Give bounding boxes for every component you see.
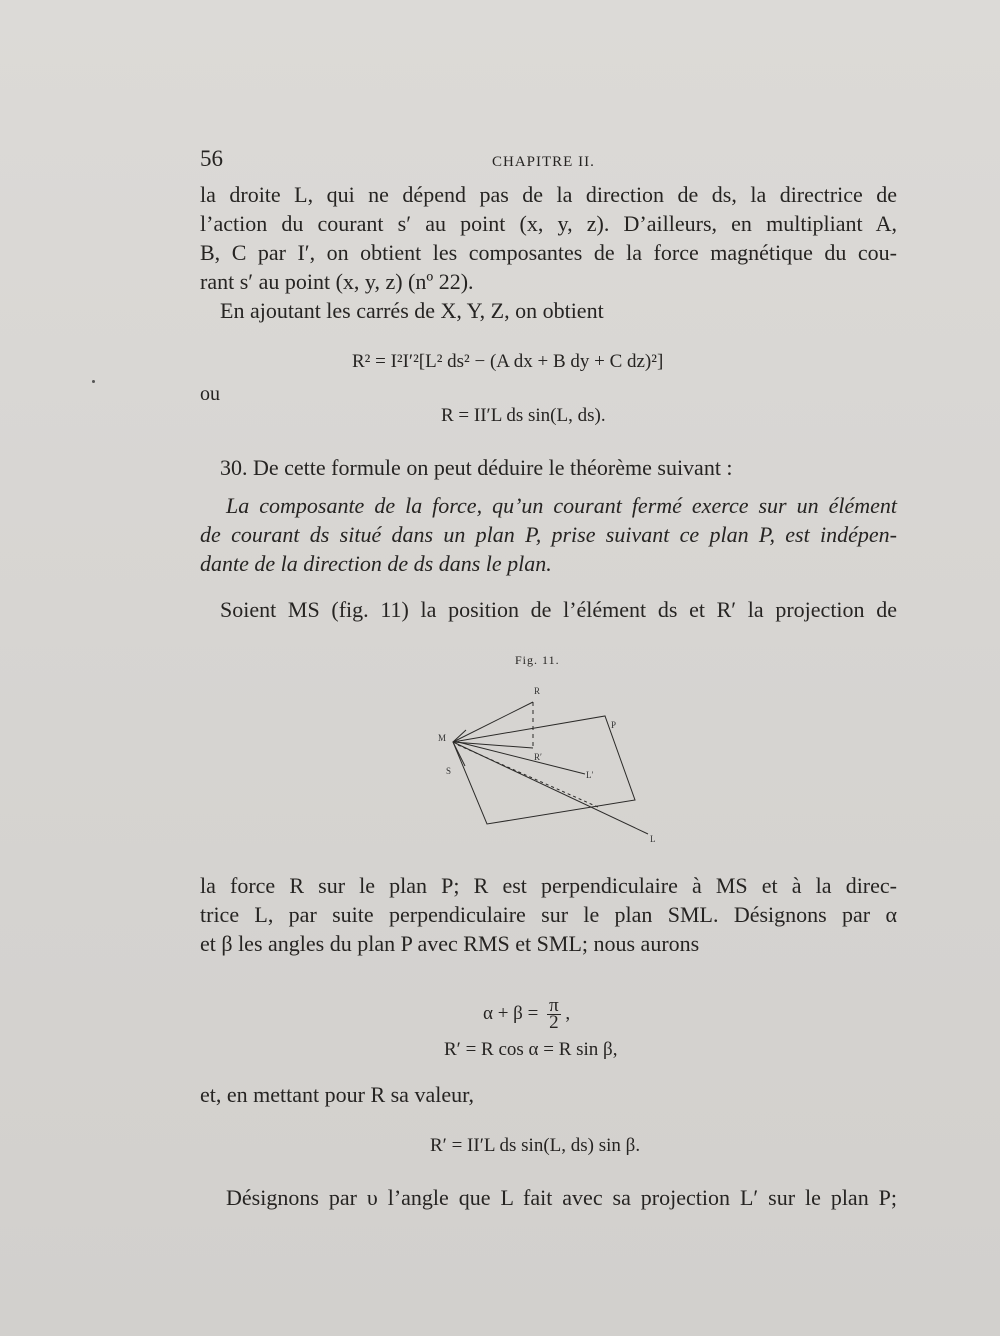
text-line: la force R sur le plan P; R est perpendiculaire à MS et à la direc- <box>200 873 897 898</box>
label-lp: L′ <box>586 770 594 780</box>
section-heading: 30. De cette formule on peut déduire le théorème suivant : <box>220 455 733 480</box>
line-mrp <box>453 742 533 748</box>
fraction-num: π <box>549 995 559 1016</box>
theorem-line: La composante de la force, qu’un courant fermé exerce sur un élément <box>226 493 897 518</box>
equation-rprime-full: R′ = II′L ds sin(L, ds) sin β. <box>430 1135 641 1156</box>
page-number: 56 <box>200 146 223 171</box>
text-line: l’action du courant s′ au point (x, y, z). D’ailleurs, en multipliant A, <box>200 211 897 236</box>
text-line: et β les angles du plan P avec RMS et SML; nous aurons <box>200 931 700 956</box>
equation-r: R = II′L ds sin(L, ds). <box>441 405 606 426</box>
equation-rprime: R′ = R cos α = R sin β, <box>444 1039 618 1060</box>
eq-trail: , <box>565 1002 571 1024</box>
text-line: la droite L, qui ne dépend pas de la direction de ds, la directrice de <box>200 182 897 207</box>
text-line: En ajoutant les carrés de X, Y, Z, on obtient <box>220 298 604 323</box>
running-head: CHAPITRE II. <box>492 154 595 170</box>
figure-caption: Fig. 11. <box>515 653 560 667</box>
plane-p <box>453 716 635 824</box>
text-line: ou <box>200 383 220 405</box>
equation-r-squared: R² = I²I′²[L² ds² − (A dx + B dy + C dz)²] <box>352 351 664 372</box>
text-line: B, C par I′, on obtient les composantes de la force magnétique du cou- <box>200 240 897 265</box>
label-l: L <box>650 834 656 844</box>
text-line: trice L, par suite perpendiculaire sur le plan SML. Désignons par α <box>200 902 897 927</box>
label-p: P <box>611 720 617 730</box>
eq-lhs: α + β = <box>483 1002 539 1024</box>
fraction-den: 2 <box>549 1012 559 1033</box>
text-line: rant s′ au point (x, y, z) (nº 22). <box>200 269 474 294</box>
label-r: R <box>534 686 541 696</box>
fraction <box>547 995 561 1033</box>
label-s: S <box>446 766 452 776</box>
line-mr <box>453 702 533 742</box>
text-line: et, en mettant pour R sa valeur, <box>200 1082 475 1107</box>
margin-speck <box>92 380 95 383</box>
label-rp: R′ <box>534 752 542 762</box>
theorem-line: dante de la direction de ds dans le plan. <box>200 551 552 576</box>
figure-11-diagram <box>420 678 670 848</box>
theorem-line: de courant ds situé dans un plan P, prise suivant ce plan P, est indépen- <box>200 522 897 547</box>
text-line: Désignons par υ l’angle que L fait avec sa projection L′ sur le plan P; <box>226 1185 897 1210</box>
text-line: Soient MS (fig. 11) la position de l’élément ds et R′ la projection de <box>220 597 897 622</box>
label-m: M <box>438 733 447 743</box>
equation-alpha-beta <box>483 995 571 1033</box>
